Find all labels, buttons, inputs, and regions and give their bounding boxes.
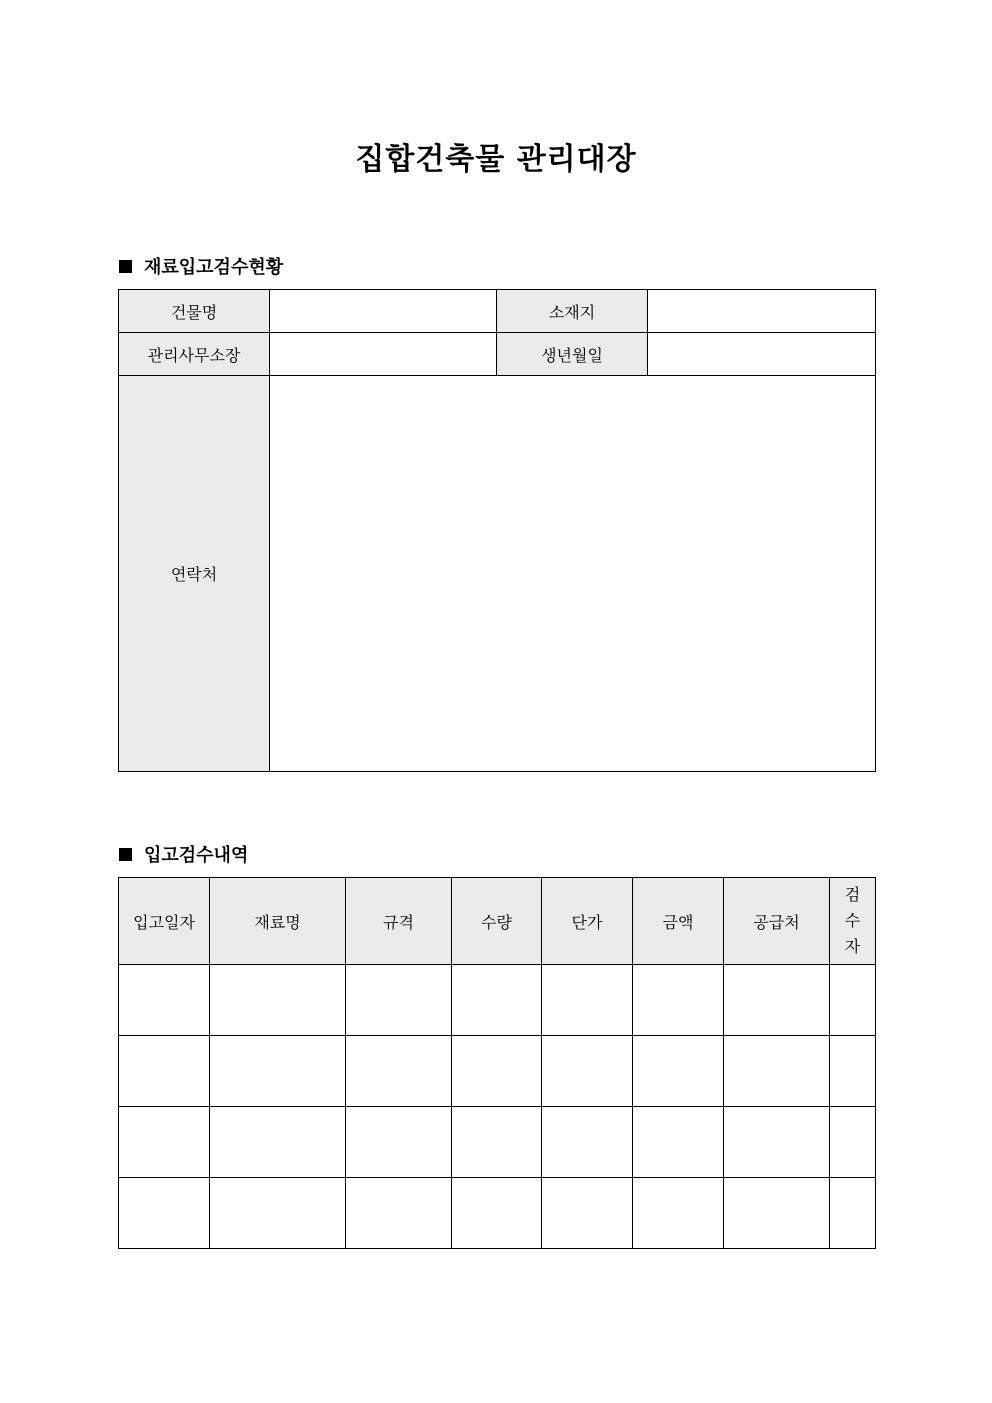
- section-heading-text: 입고검수내역: [144, 845, 249, 866]
- cell-quantity[interactable]: [452, 1036, 542, 1107]
- inspection-details-table: [118, 877, 876, 1249]
- cell-specification[interactable]: [346, 1178, 452, 1249]
- header-inspector-char: 수: [844, 911, 861, 930]
- cell-received-date[interactable]: [119, 1036, 210, 1107]
- header-inspector-char: 검: [844, 885, 861, 904]
- location-label: 소재지: [497, 290, 648, 333]
- cell-amount[interactable]: [633, 965, 724, 1036]
- cell-unit-price[interactable]: [542, 1178, 633, 1249]
- cell-inspector[interactable]: [830, 965, 876, 1036]
- cell-material-name[interactable]: [210, 1178, 346, 1249]
- cell-material-name[interactable]: [210, 965, 346, 1036]
- cell-material-name[interactable]: [210, 1107, 346, 1178]
- cell-specification[interactable]: [346, 965, 452, 1036]
- table-row: [119, 376, 876, 772]
- header-unit-price: 단가: [542, 878, 633, 965]
- cell-specification[interactable]: [346, 1036, 452, 1107]
- cell-unit-price[interactable]: [542, 1036, 633, 1107]
- cell-received-date[interactable]: [119, 965, 210, 1036]
- table-row: [119, 290, 876, 333]
- location-field[interactable]: [648, 290, 876, 333]
- cell-amount[interactable]: [633, 1178, 724, 1249]
- section-heading-material-inspection: [119, 253, 283, 279]
- header-inspector-char: 자: [844, 937, 861, 956]
- cell-received-date[interactable]: [119, 1107, 210, 1178]
- contact-label: 연락처: [119, 376, 270, 772]
- contact-field[interactable]: [270, 376, 876, 772]
- table-row: [119, 1036, 876, 1107]
- birthdate-label: 생년월일: [497, 333, 648, 376]
- table-row: [119, 965, 876, 1036]
- header-specification: 규격: [346, 878, 452, 965]
- header-material-name: 재료명: [210, 878, 346, 965]
- cell-supplier[interactable]: [724, 1178, 830, 1249]
- table-row: [119, 1178, 876, 1249]
- cell-supplier[interactable]: [724, 1036, 830, 1107]
- birthdate-field[interactable]: [648, 333, 876, 376]
- cell-inspector[interactable]: [830, 1178, 876, 1249]
- section-heading-inspection-details: [119, 841, 248, 867]
- header-received-date: 입고일자: [119, 878, 210, 965]
- header-supplier: 공급처: [724, 878, 830, 965]
- square-bullet-icon: [119, 848, 132, 861]
- cell-inspector[interactable]: [830, 1036, 876, 1107]
- cell-inspector[interactable]: [830, 1107, 876, 1178]
- cell-quantity[interactable]: [452, 965, 542, 1036]
- building-info-table: [118, 289, 876, 772]
- cell-material-name[interactable]: [210, 1036, 346, 1107]
- building-name-label: 건물명: [119, 290, 270, 333]
- square-bullet-icon: [119, 260, 132, 273]
- cell-amount[interactable]: [633, 1036, 724, 1107]
- section-heading-text: 재료입고검수현황: [144, 257, 284, 278]
- cell-unit-price[interactable]: [542, 1107, 633, 1178]
- page-title: 집합건축물 관리대장: [355, 142, 637, 177]
- cell-supplier[interactable]: [724, 1107, 830, 1178]
- header-inspector: [830, 878, 876, 965]
- cell-supplier[interactable]: [724, 965, 830, 1036]
- header-quantity: 수량: [452, 878, 542, 965]
- cell-specification[interactable]: [346, 1107, 452, 1178]
- table-row: [119, 333, 876, 376]
- cell-amount[interactable]: [633, 1107, 724, 1178]
- table-row: [119, 1107, 876, 1178]
- header-amount: 금액: [633, 878, 724, 965]
- cell-quantity[interactable]: [452, 1178, 542, 1249]
- building-name-field[interactable]: [270, 290, 497, 333]
- manager-field[interactable]: [270, 333, 497, 376]
- cell-unit-price[interactable]: [542, 965, 633, 1036]
- cell-received-date[interactable]: [119, 1178, 210, 1249]
- manager-label: 관리사무소장: [119, 333, 270, 376]
- table-header-row: [119, 878, 876, 965]
- cell-quantity[interactable]: [452, 1107, 542, 1178]
